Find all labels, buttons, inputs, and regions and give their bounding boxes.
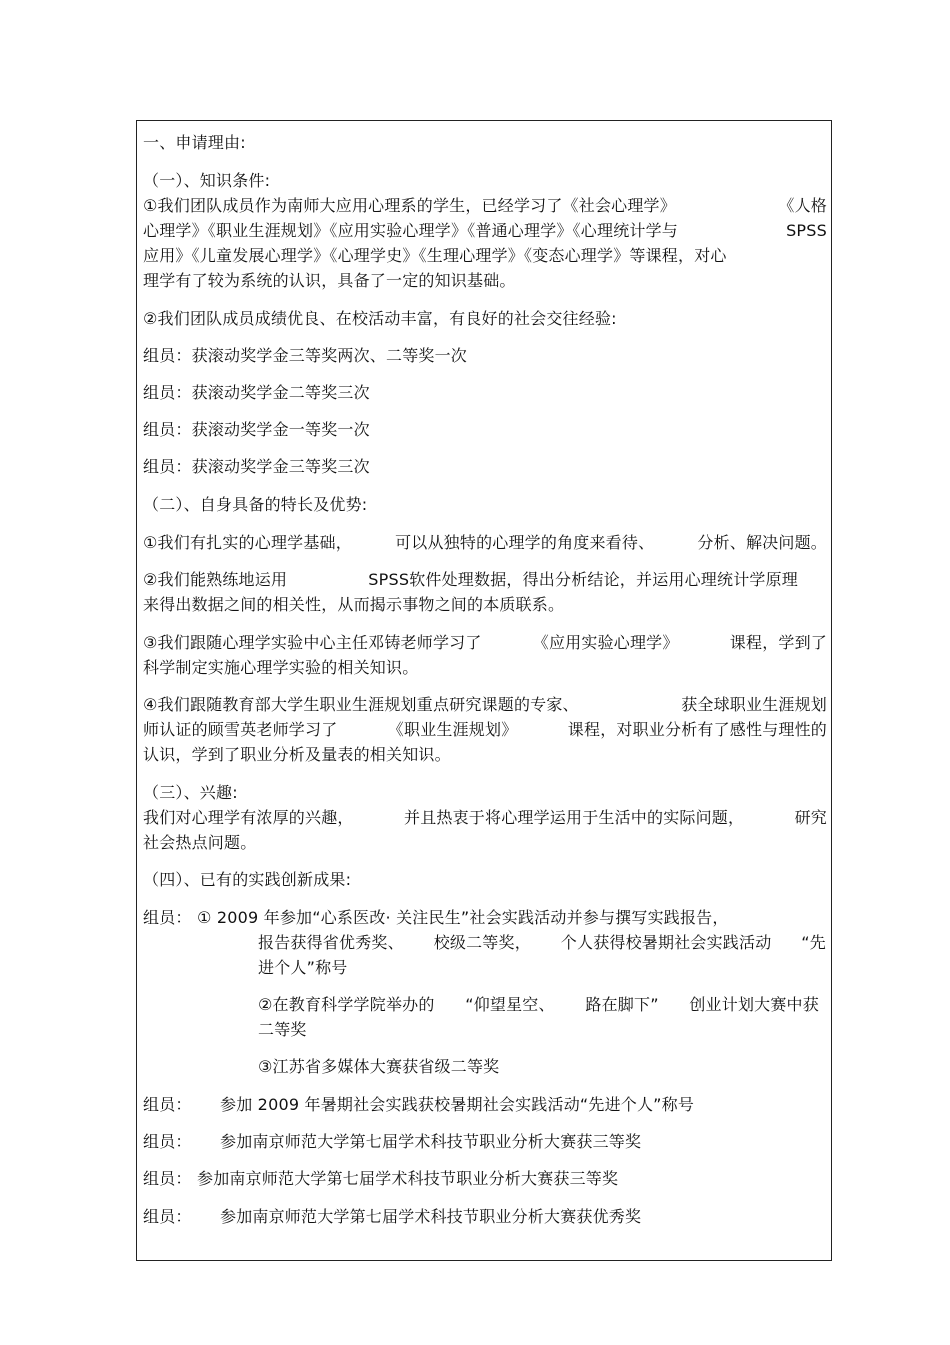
courses-line-2: 心理学》《职业生涯规划》《应用实验心理学》《普通心理学》《心理统计学与 SPSS: [143, 221, 827, 240]
achievement-1-line2: 报告获得省优秀奖、 校级二等奖， 个人获得校暑期社会实践活动 “先: [258, 933, 826, 952]
strength-2-line1: ②我们能熟练地运用 SPSS软件处理数据，得出分析结论，并运用心理统计学原理: [143, 570, 798, 589]
other-member-label: 组员：: [143, 1169, 192, 1188]
member-record: 组员：获滚动奖学金三等奖三次: [143, 457, 370, 476]
achievement-2-line2: 二等奖: [258, 1020, 307, 1039]
other-member-label: 组员：: [143, 1095, 192, 1114]
courses-line-1: ①我们团队成员作为南师大应用心理系的学生，已经学习了《社会心理学》 《人格: [143, 196, 827, 215]
strength-4-line2: 师认证的顾雪英老师学习了 《职业生涯规划》 课程，对职业分析有了感性与理性的: [143, 720, 827, 739]
section4-title: （四）、已有的实践创新成果:: [143, 870, 352, 889]
member-record: 组员：获滚动奖学金一等奖一次: [143, 420, 370, 439]
achievement-label: 组员：: [143, 908, 192, 927]
achievement-2-line1: ②在教育科学学院举办的 “仰望星空、 路在脚下” 创业计划大赛中获: [258, 995, 819, 1014]
section3-title: （三）、兴趣:: [143, 783, 238, 802]
strength-3-line1: ③我们跟随心理学实验中心主任邓铸老师学习了 《应用实验心理学》 课程，学到了: [143, 633, 827, 652]
strength-4-line3: 认识，学到了职业分析及量表的相关知识。: [143, 745, 451, 764]
achievement-1-line3: 进个人”称号: [258, 958, 348, 977]
strength-4-line1: ④我们跟随教育部大学生职业生涯规划重点研究课题的专家、 获全球职业生涯规划: [143, 695, 827, 714]
section-heading: 一、申请理由:: [143, 133, 246, 152]
strength-1: ①我们有扎实的心理学基础， 可以从独特的心理学的角度来看待、 分析、解决问题。: [143, 533, 827, 552]
other-member-award: 参加南京师范大学第七届学术科技节职业分析大赛获三等奖: [197, 1169, 619, 1188]
courses-line-3: 应用》《儿童发展心理学》《心理学史》《生理心理学》《变态心理学》等课程，对心: [143, 246, 727, 265]
courses-line-4: 理学有了较为系统的认识，具备了一定的知识基础。: [143, 271, 516, 290]
member-record: 组员：获滚动奖学金三等奖两次、二等奖一次: [143, 346, 468, 365]
other-member-award: 参加 2009 年暑期社会实践获校暑期社会实践活动“先进个人”称号: [220, 1095, 695, 1114]
other-member-label: 组员：: [143, 1132, 192, 1151]
section2-title: （二）、自身具备的特长及优势:: [143, 495, 368, 514]
record-intro: ②我们团队成员成绩优良、在校活动丰富，有良好的社会交往经验:: [143, 309, 617, 328]
other-member-award: 参加南京师范大学第七届学术科技节职业分析大赛获三等奖: [220, 1132, 642, 1151]
other-member-award: 参加南京师范大学第七届学术科技节职业分析大赛获优秀奖: [220, 1207, 642, 1226]
strength-2-line2: 来得出数据之间的相关性，从而揭示事物之间的本质联系。: [143, 595, 565, 614]
interest-line2: 社会热点问题。: [143, 833, 257, 852]
section1-title: （一）、知识条件:: [143, 171, 271, 190]
interest-line1: 我们对心理学有浓厚的兴趣， 并且热衷于将心理学运用于生活中的实际问题， 研究: [143, 808, 827, 827]
other-member-label: 组员：: [143, 1207, 192, 1226]
member-record: 组员：获滚动奖学金二等奖三次: [143, 383, 370, 402]
achievement-1-line1: ① 2009 年参加“心系医改· 关注民生”社会实践活动并参与撰写实践报告，: [197, 908, 729, 927]
strength-3-line2: 科学制定实施心理学实验的相关知识。: [143, 658, 419, 677]
achievement-3: ③江苏省多媒体大赛获省级二等奖: [258, 1057, 500, 1076]
